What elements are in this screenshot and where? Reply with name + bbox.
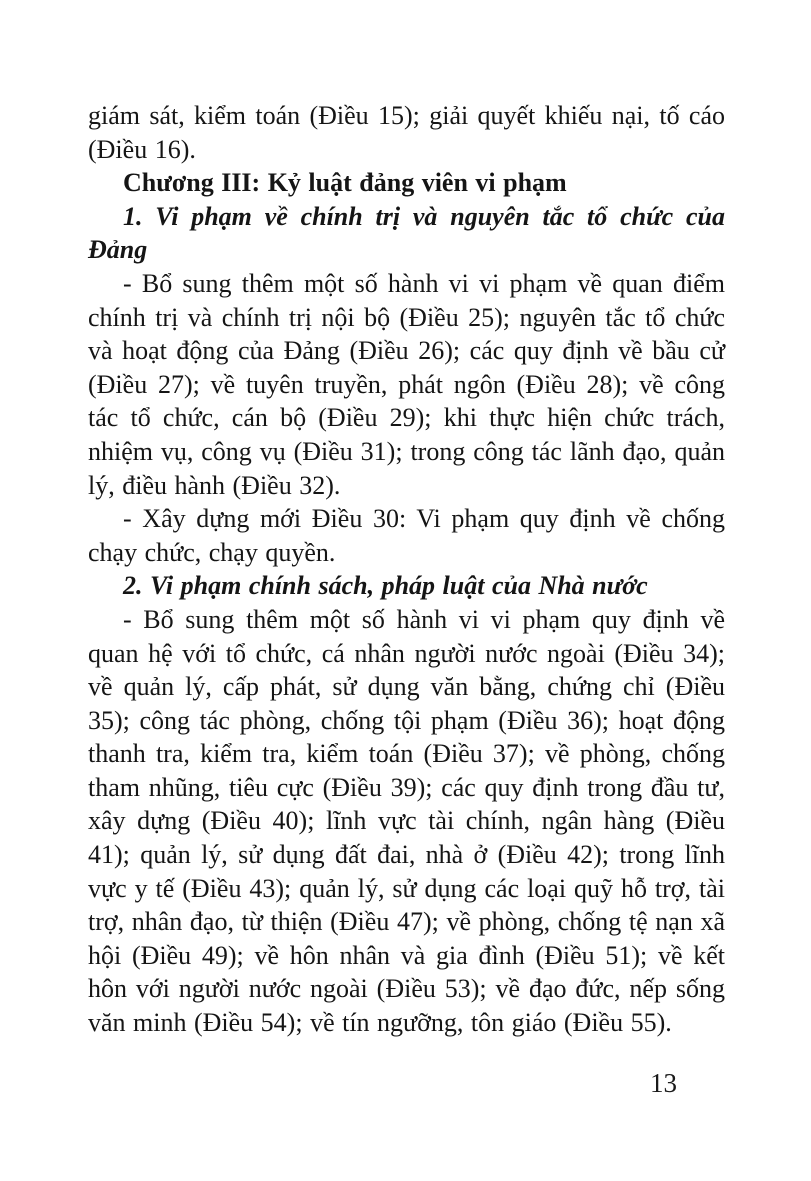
text-block xyxy=(88,99,725,1040)
section-2-heading: 2. Vi phạm chính sách, pháp luật của Nhà nước xyxy=(123,571,648,601)
paragraph-body: - Bổ sung thêm một số hành vi vi phạm quy định về quan hệ với tổ chức, cá nhân người nước ngoài (Điều 34); về quản lý, cấp phát, sử dụng văn bằng, chứng chỉ (Điều 35); công tác phòng, chống tội phạm (Điều 36); hoạt động thanh tra, kiểm tra, kiểm toán (Điều 37); về phòng, chống tham nhũng, tiêu cực (Điều 39); các quy định trong đầu tư, xây dựng (Điều 40); lĩnh vực tài chính, ngân hàng (Điều 41); quản lý, sử dụng đất đai, nhà ở (Điều 42); trong lĩnh vực y tế (Điều 43); quản lý, sử dụng các loại quỹ hỗ trợ, tài trợ, nhân đạo, từ thiện (Điều 47); về phòng, chống tệ nạn xã hội (Điều 49); về hôn nhân và gia đình (Điều 51); về kết hôn với người nước ngoài (Điều 53); về đạo đức, nếp sống văn minh (Điều 54); về tín ngưỡng, tôn giáo (Điều 55). xyxy=(88,604,725,1038)
page-number: 13 xyxy=(650,1068,677,1098)
paragraph-body: - Xây dựng mới Điều 30: Vi phạm quy định về chống chạy chức, chạy quyền. xyxy=(88,504,725,567)
paragraph-continuation: giám sát, kiểm toán (Điều 15); giải quyết khiếu nại, tố cáo (Điều 16). xyxy=(88,101,725,164)
paragraph-body: - Bổ sung thêm một số hành vi vi phạm về quan điểm chính trị và chính trị nội bộ (Điều 25); nguyên tắc tổ chức và hoạt động của Đảng (Điều 26); các quy định về bầu cử (Điều 27); về tuyên truyền, phát ngôn (Điều 28); về công tác tổ chức, cán bộ (Điều 29); khi thực hiện chức trách, nhiệm vụ, công vụ (Điều 31); trong công tác lãnh đạo, quản lý, điều hành (Điều 32). xyxy=(88,268,725,500)
section-1-heading: 1. Vi phạm về chính trị và nguyên tắc tổ chức của Đảng xyxy=(88,201,725,265)
chapter-heading: Chương III: Kỷ luật đảng viên vi phạm xyxy=(123,168,567,198)
